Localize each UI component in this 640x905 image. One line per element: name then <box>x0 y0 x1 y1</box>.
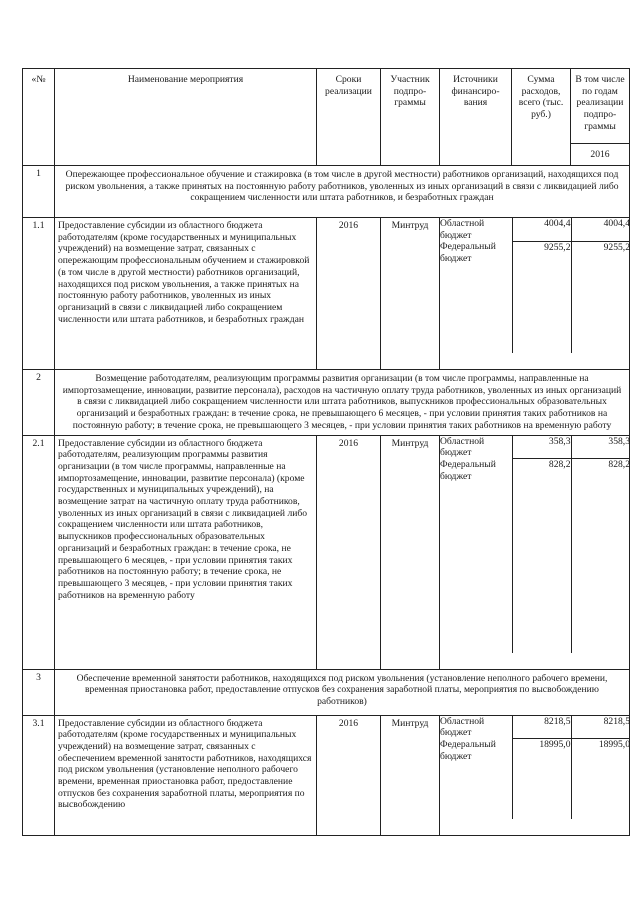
funding-source: Областной бюджет <box>440 716 512 739</box>
funding-year-value: 9255,2 <box>603 241 630 253</box>
header-name: Наименование мероприятия <box>55 69 317 166</box>
funding-table <box>440 436 630 653</box>
funding-cell <box>440 435 630 669</box>
funding-year-value: 4004,4 <box>571 218 630 241</box>
item-participant: Минтруд <box>381 435 440 669</box>
header-by-year: В том числе по годам реализации подпро-граммы <box>571 69 630 144</box>
section-title: Опережающее профессиональное обучение и стажировка (в том числе в другой местности) работников организаций, находящихся под риском увольнения, а также принятых на постоянную работу работников, уволенных из иных организаций в связи с ликвидацией либо сокращением численности или штата работников, и безработных граждан <box>55 166 630 218</box>
funding-sum: 358,3 <box>512 436 571 459</box>
funding-source: Областной бюджет <box>440 436 512 459</box>
funding-year-value: 18995,0 <box>598 739 630 751</box>
funding-sum: 4004,4 <box>512 218 571 241</box>
program-table <box>22 68 630 836</box>
funding-sum: 8218,5 <box>512 716 571 739</box>
funding-cell <box>440 218 630 370</box>
item-number: 1.1 <box>23 218 55 370</box>
item-number: 3.1 <box>23 715 55 835</box>
funding-year-value: 828,2 <box>608 459 630 471</box>
item-name: Предоставление субсидии из областного бюджета работодателям (кроме государственных и муниципальных учреждений) на возмещение затрат, связанных с обеспечением временной занятости работников, находящихся под риском увольнения (установление неполного рабочего времени, временная приостановка работ, предоставление отпусков без сохранения заработной платы, мероприятия по высвобождению <box>55 715 317 835</box>
section-title: Возмещение работодателям, реализующим программы развития организации (в том числе программы, направленные на импортозамещение, инновации, развитие персонала), расходов на частичную оплату труда работников, уволенных из иных организаций в связи с ликвидацией либо сокращением численности или штата работников, выпускников профессиональных образовательных организаций и безработных граждан: в течение срока, не превышающего 6 месяцев, - при условии принятия таких работников на постоянную работу; в течение срока, не превышающего 3 месяцев, - при условии принятия таких работников на временную работу <box>55 370 630 436</box>
item-term: 2016 <box>317 715 381 835</box>
table-row <box>23 435 630 669</box>
funding-source: Федеральный бюджет <box>440 459 512 653</box>
section-row <box>23 166 630 218</box>
section-row <box>23 669 630 715</box>
funding-table <box>440 218 630 353</box>
funding-source: Федеральный бюджет <box>440 241 512 353</box>
item-participant: Минтруд <box>381 218 440 370</box>
funding-table <box>440 716 630 819</box>
item-term: 2016 <box>317 435 381 669</box>
item-term: 2016 <box>317 218 381 370</box>
section-number: 1 <box>23 166 55 218</box>
section-number: 2 <box>23 370 55 436</box>
funding-year-value: 358,3 <box>571 436 630 459</box>
table-row <box>23 715 630 835</box>
item-name: Предоставление субсидии из областного бюджета работодателям, реализующим программы развития организации (в том числе программы, направленные на импортозамещение, инновации, развитие персонала) (кроме государственных и муниципальных учреждений), на возмещение затрат на частичную оплату труда работников, уволенных из иных организаций в связи с ликвидацией либо сокращением численности или штата работников, выпускников профессиональных образовательных организаций и безработных граждан: в течение срока, не превышающего 6 месяцев, - при условии принятия таких работников на постоянную работу; в течение срока, не превышающего 3 месяцев, - при условии принятия таких работников на временную работу <box>55 435 317 669</box>
funding-cell <box>440 715 630 835</box>
section-row <box>23 370 630 436</box>
table-row <box>23 218 630 370</box>
header-terms: Сроки реализации <box>317 69 381 166</box>
funding-sum: 9255,2 <box>512 241 571 353</box>
document-page <box>22 68 629 836</box>
funding-source: Федеральный бюджет <box>440 739 512 819</box>
header-participant: Участник подпро-граммы <box>381 69 440 166</box>
funding-sum: 828,2 <box>512 459 571 653</box>
item-number: 2.1 <box>23 435 55 669</box>
funding-source: Областной бюджет <box>440 218 512 241</box>
item-participant: Минтруд <box>381 715 440 835</box>
item-name: Предоставление субсидии из областного бюджета работодателям (кроме государственных и муниципальных учреждений) на возмещение затрат, связанных с опережающим профессиональным обучением и стажировкой (в том числе в другой местности) работников организаций, находящихся под риском увольнения, а также принятых на постоянную работу работников, уволенных из иных организаций в связи с ликвидацией либо сокращением численности или штата работников, и безработных граждан <box>55 218 317 370</box>
header-num: «№ <box>23 69 55 166</box>
section-title: Обеспечение временной занятости работников, находящихся под риском увольнения (установление неполного рабочего времени, временная приостановка работ, предоставление отпусков без сохранения заработной платы, мероприятия по высвобождению работников) <box>55 669 630 715</box>
header-sources: Источники финансиро-вания <box>440 69 512 166</box>
header-year: 2016 <box>571 144 630 166</box>
funding-sum: 18995,0 <box>512 739 571 819</box>
section-number: 3 <box>23 669 55 715</box>
funding-year-value: 8218,5 <box>571 716 630 739</box>
header-sum: Сумма расходов, всего (тыс. руб.) <box>512 69 571 166</box>
